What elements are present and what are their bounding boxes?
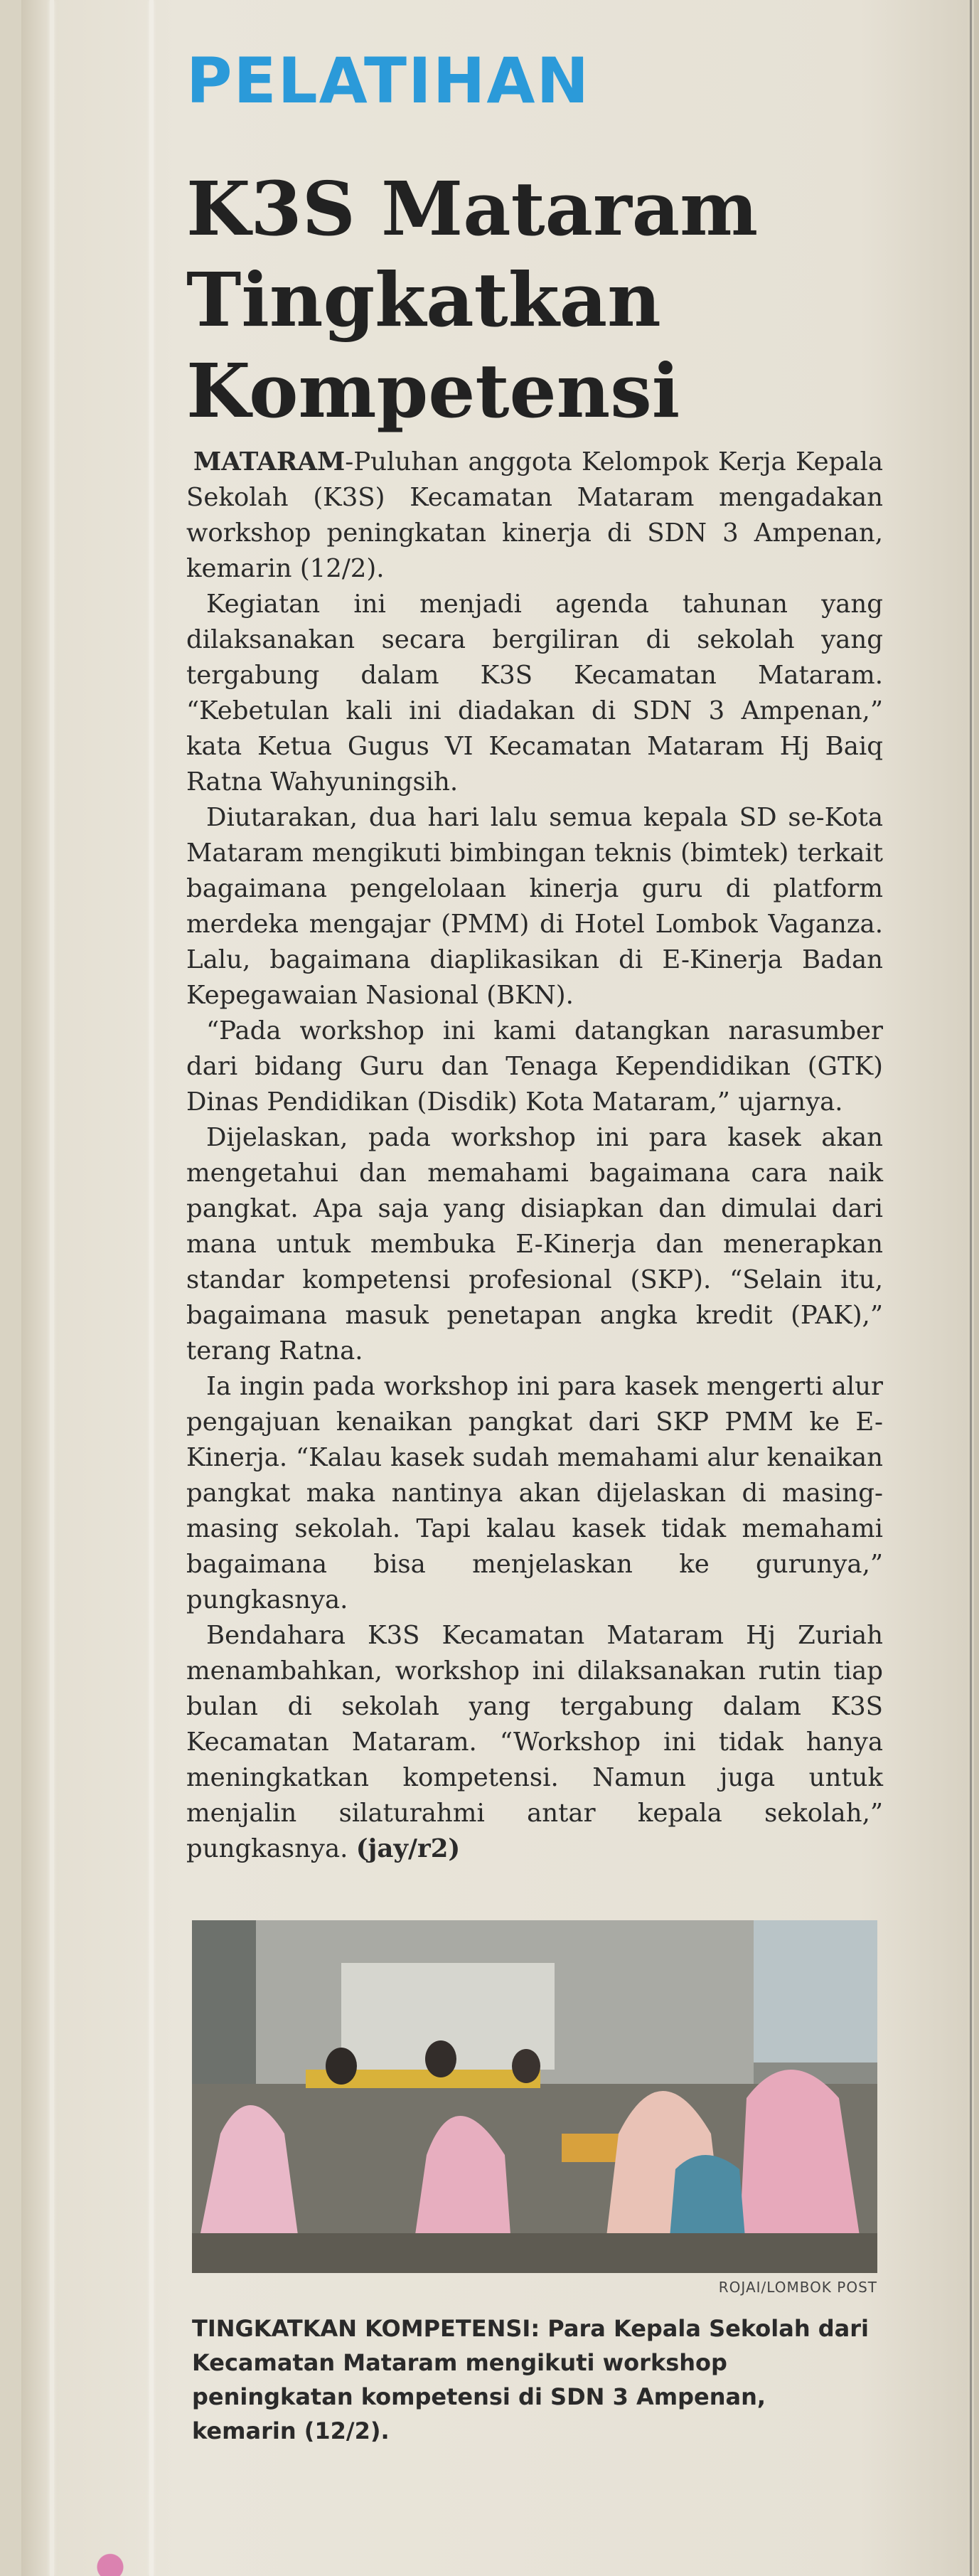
caption-text: Para Kepala Sekolah dari Kecamatan Mataram mengikuti workshop peningkatan kompetensi di SDN 3 Ampenan, kemarin (12/2). bbox=[192, 2315, 869, 2444]
author-signature: (jay/r2) bbox=[355, 1834, 461, 1863]
paragraph: Kegiatan ini menjadi agenda tahunan yang dilaksanakan secara bergiliran di sekolah yang tergabung dalam K3S Kecamatan Mataram. “Kebetulan kali ini diadakan di SDN 3 Ampenan,” kata Ketua Gugus VI Kecamatan Mataram Hj Baiq Ratna Wahyuningsih. bbox=[186, 590, 883, 797]
caption-label: TINGKATKAN KOMPETENSI: bbox=[192, 2315, 540, 2342]
photo-caption bbox=[192, 2311, 877, 2448]
paragraph bbox=[186, 1618, 883, 1867]
paragraph-text: Bendahara K3S Kecamatan Mataram Hj Zuriah menambahkan, workshop ini dilaksanakan rutin tiap bulan di sekolah yang tergabung dalam K3S Kecamatan Mataram. “Workshop ini tidak hanya meningkatkan kompetensi. Namun juga untuk menjalin silaturahmi antar kepala sekolah,” pungkasnya. bbox=[186, 1621, 883, 1863]
page-edge bbox=[974, 0, 979, 2576]
photo-credit: ROJAI/LOMBOK POST bbox=[718, 2279, 877, 2296]
article-photo bbox=[192, 1920, 877, 2273]
paragraph: Diutarakan, dua hari lalu semua kepala SD se-Kota Mataram mengikuti bimbingan teknis (bimtek) terkait bagaimana pengelolaan kinerja guru di platform merdeka mengajar (PMM) di Hotel Lombok Vaganza. Lalu, bagaimana diaplikasikan di E-Kinerja Badan Kepegawaian Nasional (BKN). bbox=[186, 803, 883, 1010]
paragraph: Ia ingin pada workshop ini para kasek mengerti alur pengajuan kenaikan pangkat dari SKP PMM ke E-Kinerja. “Kalau kasek sudah memahami alur kenaikan pangkat maka nantinya akan dijelaskan di masing-masing sekolah. Tapi kalau kasek tidak memahami bagaimana bisa menjelaskan ke gurunya,” pungkasnya. bbox=[186, 1372, 883, 1614]
decorative-flower bbox=[78, 2546, 142, 2576]
article-headline bbox=[186, 164, 897, 437]
headline-line: Tingkatkan bbox=[186, 256, 661, 344]
section-kicker: PELATIHAN bbox=[186, 44, 591, 117]
paper-fold-line bbox=[50, 0, 54, 2576]
paper-fold-line bbox=[149, 0, 154, 2576]
paragraph: “Pada workshop ini kami datangkan narasumber dari bidang Guru dan Tenaga Kependidikan (GTK) Dinas Pendidikan (Disdik) Kota Mataram,” ujarnya. bbox=[186, 1016, 883, 1117]
paragraph bbox=[186, 445, 883, 587]
page-edge-shadow bbox=[970, 0, 972, 2576]
headline-line: K3S Mataram bbox=[186, 165, 759, 252]
headline-line: Kompetensi bbox=[186, 347, 680, 435]
paragraph: Dijelaskan, pada workshop ini para kasek akan mengetahui dan memahami bagaimana cara naik pangkat. Apa saja yang disiapkan dan dimulai dari mana untuk membuka E-Kinerja dan menerapkan standar kompetensi profesional (SKP). “Selain itu, bagaimana masuk penetapan angka kredit (PAK),” terang Ratna. bbox=[186, 1123, 883, 1366]
paragraph-text: -Puluhan anggota Kelompok Kerja Kepala Sekolah (K3S) Kecamatan Mataram mengadakan workshop peningkatan kinerja di SDN 3 Ampenan, kemarin (12/2). bbox=[186, 447, 883, 583]
article-body bbox=[186, 445, 883, 1867]
photo-illustration bbox=[192, 1920, 877, 2273]
dateline: MATARAM bbox=[193, 447, 346, 477]
